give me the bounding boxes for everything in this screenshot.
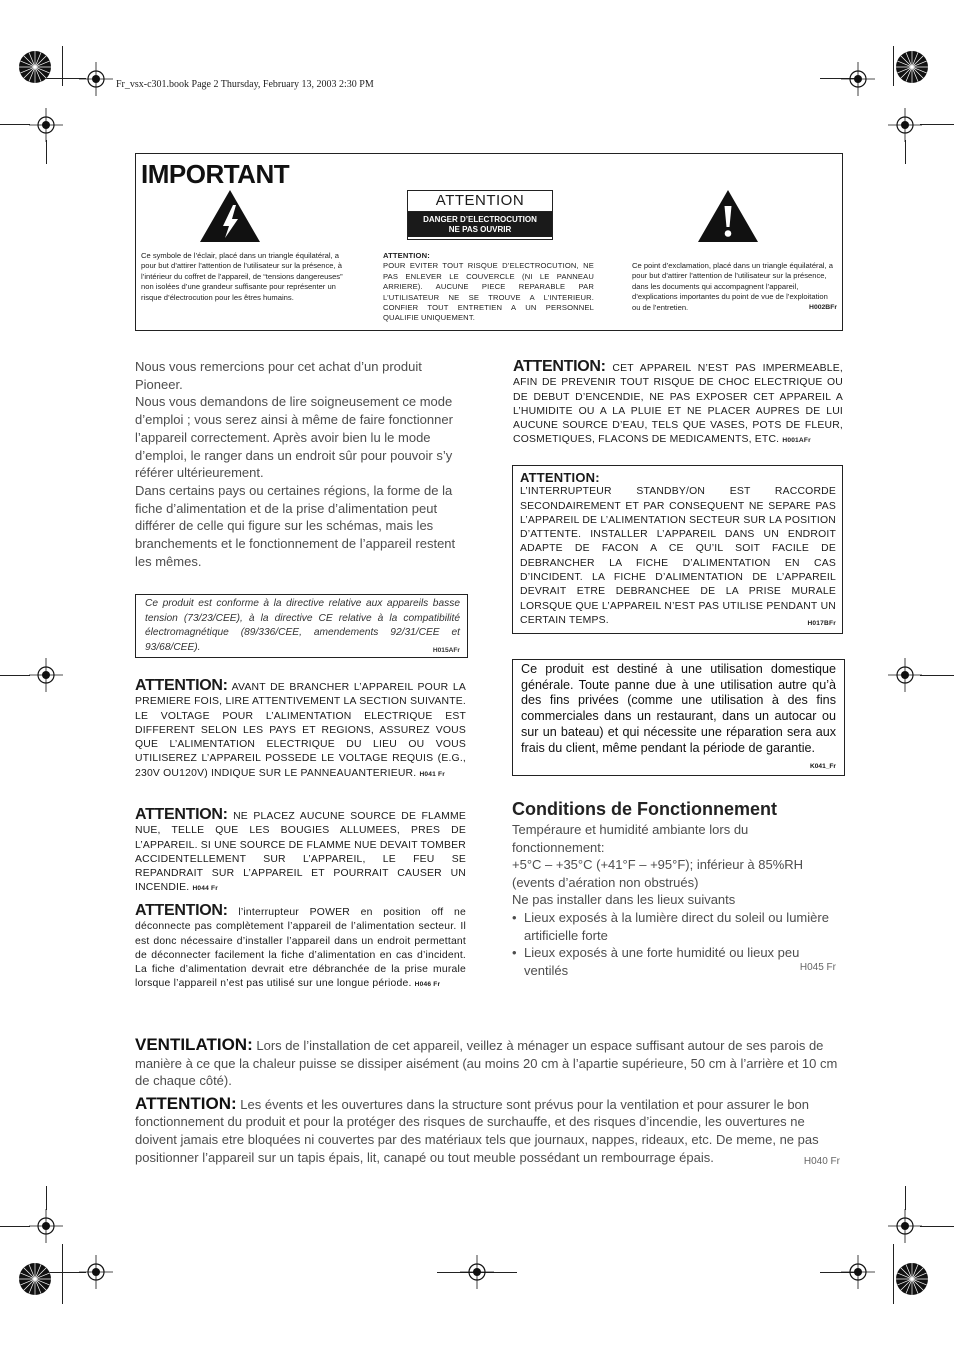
crop-line — [0, 1226, 30, 1227]
reference-code: H040 Fr — [803, 1155, 840, 1167]
reference-code: H017BFr — [807, 619, 836, 627]
registration-mark-icon — [841, 1255, 875, 1289]
exclamation-triangle-icon — [696, 188, 760, 244]
conditions-line: Tempéraure et humidité ambiante lors du fonctionnement: — [512, 822, 749, 855]
attention-humidity — [513, 360, 843, 449]
registration-mark-icon — [79, 62, 113, 96]
crop-line — [62, 46, 63, 86]
badge-line-2: NE PAS OUVRIR — [448, 225, 512, 234]
starburst-icon — [895, 50, 929, 84]
attention-label: ATTENTION: — [513, 358, 606, 375]
ventilation-attention-text: Les évents et les ouvertures dans la structure sont prévus pour la ventilation et pour assurer le bon fonctionnement du produit et pour la protéger des risques de surchauffe, et des risques d’incendie, les ouvertures ne doivent jamais etre bloquées ni couvertes par des matériaux tels que journaux, nappes, rideaux, etc. De meme, ne pas positionner l’appareil sur un tapis épais, lit, canapé ou tout meuble possédant un rembourrage épais. — [135, 1096, 819, 1165]
attention-text: AVANT DE BRANCHER L’APPAREIL POUR LA PREMIERE FOIS, LIRE ATTENTIVEMENT LA SECTION SUIVANTE. LE VOLTAGE POUR L’ALIMENTATION ELECTRIQUE EST DIFFERENT SELON LES PAYS ET REGIONS, ASSUREZ VOUS QUE L’ALIMENTATION ELECTRIQUE DU LIEU OU VOUS UTILISEREZ L’APPAREIL POSSEDE LE VOLTAGE REQUIS (E.G., 230V OU120V) INDIQUE SUR LE PANNEAUANTERIEUR. — [135, 682, 467, 779]
crop-line — [893, 1244, 894, 1304]
exclamation-explanation-text: Ce point d’exclamation, placé dans un triangle équilatéral, a pour but d’attirer l’attention de l’utilisateur sur la présence, dans les documents qui accompagnent l’appareil, d’explications importantes du point de vue de l’exploitation ou de l’entretien. — [632, 261, 833, 312]
crop-line — [920, 1226, 954, 1227]
registration-mark-icon — [29, 1209, 63, 1243]
attention-explanation — [383, 251, 594, 324]
attention-label: ATTENTION: — [520, 470, 600, 485]
crop-line — [893, 46, 894, 86]
crop-line — [62, 1244, 63, 1304]
registration-mark-icon — [29, 108, 63, 142]
print-info-line: Fr_vsx-c301.book Page 2 Thursday, February 13, 2003 2:30 PM — [116, 79, 374, 90]
attention-label: ATTENTION: — [135, 902, 228, 919]
conditions-title: Conditions de Fonctionnement — [512, 799, 777, 819]
conformity-statement: Ce produit est conforme à la directive relative aux appareils basse tension (73/23/CEE), à la directive CE relative à la compatibilité électromagnétique (89/336/CEE, amendements 92/31/CEE et 93/68/CEE). — [145, 598, 460, 653]
registration-mark-icon — [888, 108, 922, 142]
intro-paragraph: Nous vous remercions pour cet achat d’un produit Pioneer. — [135, 359, 422, 392]
reference-code: H044 Fr — [192, 885, 219, 893]
attention-flame — [135, 808, 466, 897]
reference-code: H002BFr — [809, 303, 837, 311]
attention-badge-warning — [408, 212, 552, 237]
crop-line — [0, 124, 30, 125]
conformity-text — [145, 597, 460, 658]
reference-code: H015AFr — [432, 646, 460, 654]
starburst-icon — [895, 1262, 929, 1296]
attention-explanation-text: POUR EVITER TOUT RISQUE D’ELECTROCUTION, NE PAS ENLEVER LE COUVERCLE (NI LE PANNEAU ARRIERE). AUCUNE PIECE REPARABLE PAR L’UTILISATEUR NE SE TROUVE A L’INTERIEUR. CONFIER TOUT ENTRETIEN A UN PERSONNEL QUALIFIE UNIQUEMENT. — [383, 261, 594, 323]
attention-text: L’INTERRUPTEUR STANDBY/ON EST RACCORDE SECONDAIREMENT ET PAR CONSEQUENT NE SEPARE PAS L’APPAREIL DE L’ALIMENTATION SECTEUR SUR LA POSITION D’ATTENTE. INSTALLER L’APPAREIL DANS UN ENDROIT ADAPTE DE FACON A CE QU’IL SOIT FACILE DE DEBRANCHER LA FICHE D’ALIMENTATION EN CAS D’INCIDENT. LA FICHE D’ALIMENTATION DE L’APPAREIL DEVRAIT ETRE DEBRANCHEE DE LA PRISE MURALE LORSQUE QUE L’APPAREIL N’EST PAS UTILISE PENDANT UN CERTAIN TEMPS. — [520, 486, 836, 626]
attention-explanation-label: ATTENTION: — [383, 251, 430, 260]
badge-line-1: DANGER D’ELECTROCUTION — [423, 215, 537, 224]
attention-text: NE PLACEZ AUCUNE SOURCE DE FLAMME NUE, TELLE QUE LES BOUGIES ALLUMEES, PRES DE L’APPAREIL. SI UNE SOURCE DE FLAMME NUE DEVAIT TOMBER ACCIDENTELLEMENT SUR L’APPAREIL, LE FEU SE REPANDRAIT SUR L’APPAREIL ET POURRAIT CAUSER UN INCENDIE. — [135, 811, 466, 894]
crop-line — [46, 1186, 47, 1210]
conditions-line: Ne pas installer dans les lieux suivants — [512, 892, 736, 908]
important-title: IMPORTANT — [141, 159, 290, 189]
ventilation-paragraph — [135, 1036, 840, 1090]
reference-code: H041 Fr — [419, 770, 446, 778]
attention-power — [135, 904, 466, 993]
reference-code: H045 Fr — [799, 961, 836, 973]
conditions-bullet: • Lieux exposés à une forte humidité ou lieux peu ventilés — [512, 944, 824, 979]
conditions-text — [512, 821, 842, 979]
registration-mark-icon — [888, 658, 922, 692]
starburst-icon — [18, 1262, 52, 1296]
attention-label: ATTENTION: — [135, 1093, 237, 1113]
attention-label: ATTENTION: — [135, 806, 228, 823]
ventilation-text: Lors de l’installation de cet appareil, veillez à ménager un espace suffisant autour de ses parois de manière à ce que la chaleur puisse se dissiper aisément (au moins 20 cm à l’apartie supérieure, 50 cm à l’arrière et 10 cm de chaque côté). — [135, 1038, 838, 1089]
reference-code: H046 Fr — [414, 981, 441, 989]
attention-label: ATTENTION: — [135, 677, 228, 694]
crop-line — [920, 675, 954, 676]
conditions-bullet: • Lieux exposés à la lumière direct du soleil ou lumière artificielle forte — [512, 909, 842, 944]
crop-line — [46, 140, 47, 164]
reference-code: H001AFr — [782, 437, 811, 445]
reference-code: K041_Fr — [809, 763, 836, 771]
attention-voltage — [135, 679, 466, 782]
lightning-explanation: Ce symbole de l’éclair, placé dans un triangle équilatéral, a pour but d’attirer l’attention de l’utilisateur sur la présence, à l’intérieur du coffret de l’appareil, de “tensions dangereuses” non isolées d’une grandeur suffisante pour représenter un risque d’électrocution pour les êtres humains. — [141, 251, 343, 302]
attention-badge-title: ATTENTION — [408, 191, 552, 212]
registration-mark-icon — [29, 658, 63, 692]
intro-text — [135, 358, 467, 570]
ventilation-attention-paragraph — [135, 1095, 840, 1166]
attention-text: CET APPAREIL N’EST PAS IMPERMEABLE, AFIN DE PREVENIR TOUT RISQUE DE CHOC ELECTRIQUE OU DE DEBUT D’ENCENDIE, NE PAS EXPOSER CET APPAREIL A L’HUMIDITE OU A LA PLUIE ET NE PLACER AUPRES DE LUI AUCUNE SOURCE D’EAU, TELS QUE VASES, POTS DE FLEUR, COSMETIQUES, FLACONS DE MEDICAMENTS, ETC. — [513, 363, 843, 446]
crop-line — [0, 675, 30, 676]
registration-mark-icon — [460, 1255, 494, 1289]
registration-mark-icon — [79, 1255, 113, 1289]
conditions-line: +5°C – +35°C (+41°F – +95°F); inférieur à 85%RH (events d’aération non obstrués) — [512, 857, 804, 890]
standby-text — [520, 471, 836, 631]
intro-paragraph: Dans certains pays ou certaines régions, la forme de la fiche d’alimentation et de la prise d’alimentation peut différer de celle qui figure sur les schémas, mais les branchements et le fonctionnement de l’appareil restent les mêmes. — [135, 482, 456, 569]
crop-line — [920, 124, 954, 125]
attention-badge — [407, 190, 553, 240]
starburst-icon — [18, 50, 52, 84]
ventilation-label: VENTILATION: — [135, 1035, 253, 1054]
lightning-triangle-icon — [198, 188, 262, 244]
attention-text: l’interrupteur POWER en position off ne déconnecte pas complètement l’appareil de l’alimentation secteur. Il est donc nécessaire d’installer l’appareil dans un endroit permettant de déconnecter facilement la fiche d’alimentation en cas d’incident. La fiche d’alimentation devrait etre débranchée de la prise murale lorsque l’appareil n’est pas utilisé sur une longue période. — [135, 907, 466, 990]
crop-line — [905, 140, 906, 164]
ventilation-section — [135, 1036, 840, 1170]
registration-mark-icon — [888, 1209, 922, 1243]
intro-paragraph: Nous vous demandons de lire soigneusement ce mode d’emploi ; vous serez ainsi à même de faire fonctionner l’appareil correctement. Après avoir bien lu le mode d’emploi, le ranger dans un endroit sûr pour pouvoir s’y référer ultérieurement. — [135, 394, 453, 481]
domestic-use-text — [521, 662, 836, 775]
crop-line — [905, 1186, 906, 1210]
registration-mark-icon — [841, 62, 875, 96]
domestic-use-statement: Ce produit est destiné à une utilisation domestique générale. Toute panne due à une utilisation autre qu’à des fins privées (comme une utilisation à des fins commerciales dans un restaurant, dans un autocar ou sur un bateau) et qui nécessite une réparation sera aux frais du client, même pendant la période de garantie. — [521, 662, 836, 755]
exclamation-explanation — [632, 261, 837, 313]
